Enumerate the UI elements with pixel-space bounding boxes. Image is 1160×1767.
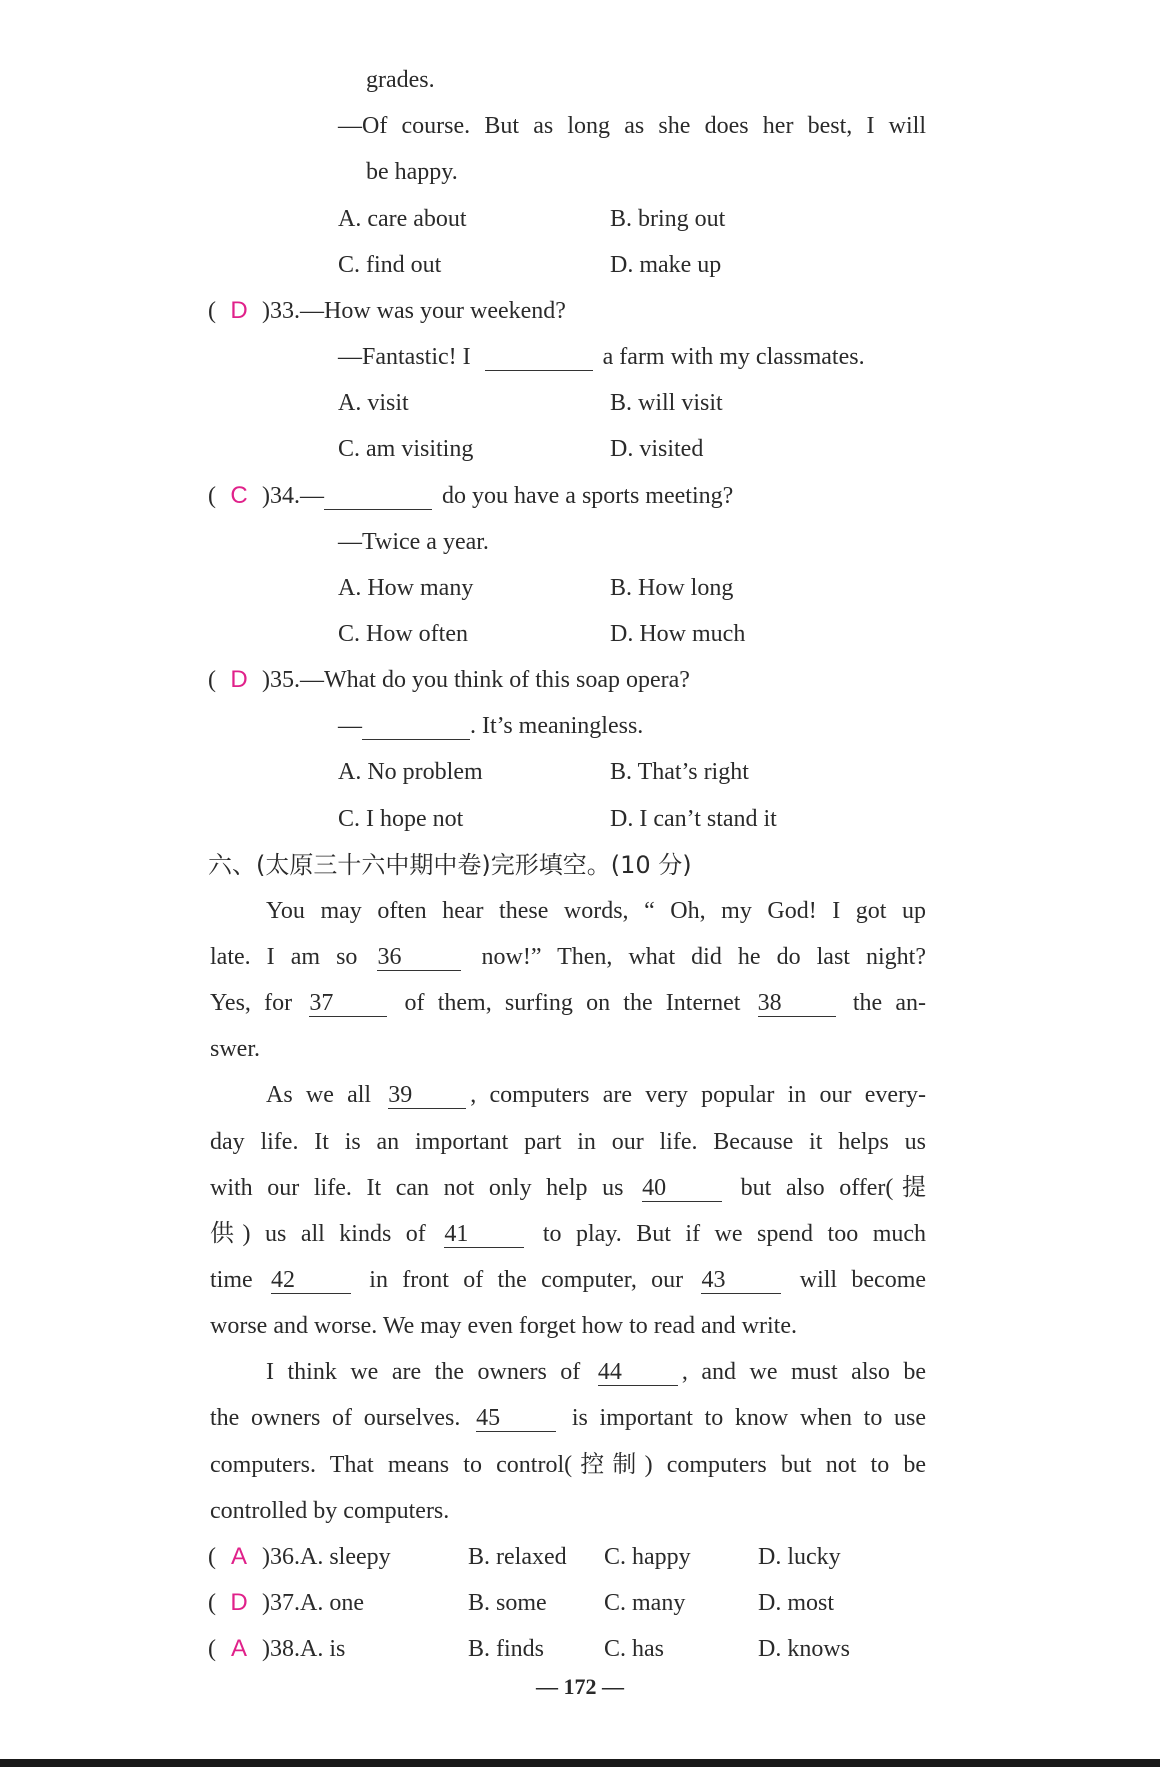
q33-reply (338, 342, 865, 372)
blank-41: 41 (444, 1221, 524, 1248)
blank-42: 42 (271, 1267, 351, 1294)
q33-number: )33. (262, 298, 300, 324)
passage-p2-line2: day life. It is an important part in our life. Because it helps us (210, 1129, 926, 1155)
passage-p2-line6: worse and worse. We may even forget how to read and write. (210, 1313, 797, 1339)
text-segment: 供) us all kinds of (210, 1221, 426, 1247)
text-segment: of them, surfing on the Internet (404, 990, 741, 1016)
passage-p1-line2 (210, 942, 926, 972)
q33-option-d: D. visited (610, 436, 704, 462)
q32-reply-line2: be happy. (366, 159, 458, 185)
q37-option-b: B. some (468, 1590, 547, 1616)
bottom-edge-bar (0, 1759, 1160, 1767)
q36-stem: ( A )36.A. sleepy (208, 1543, 391, 1570)
q38-option-a: A. is (300, 1636, 346, 1662)
text-segment: the an- (852, 990, 927, 1016)
page-number: — 172 — (536, 1674, 624, 1699)
q33-option-b: B. will visit (610, 390, 723, 416)
q38-option-d: D. knows (758, 1636, 851, 1662)
q36-option-c: C. happy (604, 1544, 691, 1570)
q33-reply-end: a farm with my classmates. (602, 344, 865, 370)
q37-stem: ( D )37.A. one (208, 1589, 364, 1616)
text-segment: As we all (266, 1082, 372, 1108)
blank-36: 36 (377, 944, 461, 971)
text-segment: the owners of ourselves. (210, 1405, 461, 1431)
q33-option-c: C. am visiting (338, 436, 474, 462)
q36-option-d: D. lucky (758, 1544, 841, 1570)
q35-reply-start: — (338, 713, 362, 739)
passage-p2-line4 (210, 1219, 926, 1249)
text-segment: I think we are the owners of (266, 1359, 581, 1385)
text-segment: but also offer(提 (740, 1175, 927, 1201)
q34-option-c: C. How often (338, 621, 468, 647)
q34-question-end: do you have a sports meeting? (442, 483, 734, 509)
q33-blank (485, 344, 593, 371)
text-segment: to play. But if we spend too much (542, 1221, 927, 1247)
q35-answer: D (230, 666, 248, 693)
blank-44: 44 (598, 1359, 678, 1386)
text-segment: now!” Then, what did he do last night? (481, 944, 926, 970)
passage-p3-line3: computers. That means to control(控制) computers but not to be (210, 1452, 926, 1478)
q37-option-a: A. one (300, 1590, 364, 1616)
q37-answer: D (230, 1589, 248, 1616)
q34-option-b: B. How long (610, 575, 734, 601)
q36-option-a: A. sleepy (300, 1544, 391, 1570)
passage-p2-line5 (210, 1265, 926, 1295)
blank-37: 37 (309, 990, 387, 1017)
passage-p3-line1 (266, 1357, 926, 1387)
text-segment: with our life. It can not only help us (210, 1175, 624, 1201)
q33-question: —How was your weekend? (300, 298, 566, 324)
q33-answer: D (230, 297, 248, 324)
q36-number: )36. (262, 1544, 300, 1570)
q32-stem-continuation: grades. (366, 67, 435, 93)
q32-option-a: A. care about (338, 206, 467, 232)
q33-reply-start: —Fantastic! I (338, 344, 471, 370)
q34-question-start: — (300, 483, 324, 509)
q34-reply: —Twice a year. (338, 529, 489, 555)
text-segment: , and we must also be (681, 1359, 927, 1385)
text-segment: in front of the computer, our (369, 1267, 684, 1293)
q35-stem: ( D )35.—What do you think of this soap opera? (208, 666, 690, 693)
q34-blank (324, 483, 432, 510)
q34-number: )34. (262, 483, 300, 509)
q38-answer: A (230, 1635, 247, 1662)
q34-option-d: D. How much (610, 621, 746, 647)
passage-p1-line1: You may often hear these words, “ Oh, my God! I got up (266, 898, 926, 924)
q32-reply-line1: —Of course. But as long as she does her best, I will (338, 113, 926, 139)
q35-number: )35. (262, 667, 300, 693)
q35-question: —What do you think of this soap opera? (300, 667, 690, 693)
text-segment: time (210, 1267, 253, 1293)
q32-option-c: C. find out (338, 252, 442, 278)
passage-p1-line4: swer. (210, 1036, 260, 1062)
q35-option-c: C. I hope not (338, 806, 464, 832)
q38-stem: ( A )38.A. is (208, 1635, 346, 1662)
q37-option-c: C. many (604, 1590, 686, 1616)
q38-number: )38. (262, 1636, 300, 1662)
passage-p2-line1 (266, 1080, 926, 1110)
q35-reply-end: . It’s meaningless. (470, 713, 644, 739)
q35-blank (362, 713, 470, 740)
q38-option-b: B. finds (468, 1636, 545, 1662)
passage-p1-line3 (210, 988, 926, 1018)
q32-option-b: B. bring out (610, 206, 726, 232)
q33-option-a: A. visit (338, 390, 409, 416)
blank-40: 40 (642, 1175, 722, 1202)
blank-39: 39 (388, 1082, 466, 1109)
text-segment: will become (799, 1267, 927, 1293)
text-segment: late. I am so (210, 944, 358, 970)
q35-reply (338, 711, 643, 741)
q35-option-b: B. That’s right (610, 759, 749, 785)
passage-p3-line2 (210, 1403, 926, 1433)
q34-option-a: A. How many (338, 575, 474, 601)
q32-option-d: D. make up (610, 252, 722, 278)
q37-number: )37. (262, 1590, 300, 1616)
blank-38: 38 (758, 990, 836, 1017)
q34-stem: ( C )34.— do you have a sports meeting? (208, 482, 734, 509)
q37-option-d: D. most (758, 1590, 835, 1616)
q35-option-d: D. I can’t stand it (610, 806, 777, 832)
q33-stem: ( D )33.—How was your weekend? (208, 297, 566, 324)
passage-p3-line4: controlled by computers. (210, 1498, 450, 1524)
q34-answer: C (230, 482, 248, 509)
q35-option-a: A. No problem (338, 759, 483, 785)
passage-p2-line3 (210, 1173, 926, 1203)
blank-45: 45 (476, 1405, 556, 1432)
section-heading: 六、(太原三十六中期中卷)完形填空。(10 分) (208, 851, 692, 879)
text-segment: is important to know when to use (571, 1405, 927, 1431)
q36-answer: A (230, 1543, 247, 1570)
blank-43: 43 (701, 1267, 781, 1294)
q36-option-b: B. relaxed (468, 1544, 567, 1570)
text-segment: Yes, for (210, 990, 293, 1016)
text-segment: , computers are very popular in our every- (470, 1082, 926, 1108)
q38-option-c: C. has (604, 1636, 664, 1662)
